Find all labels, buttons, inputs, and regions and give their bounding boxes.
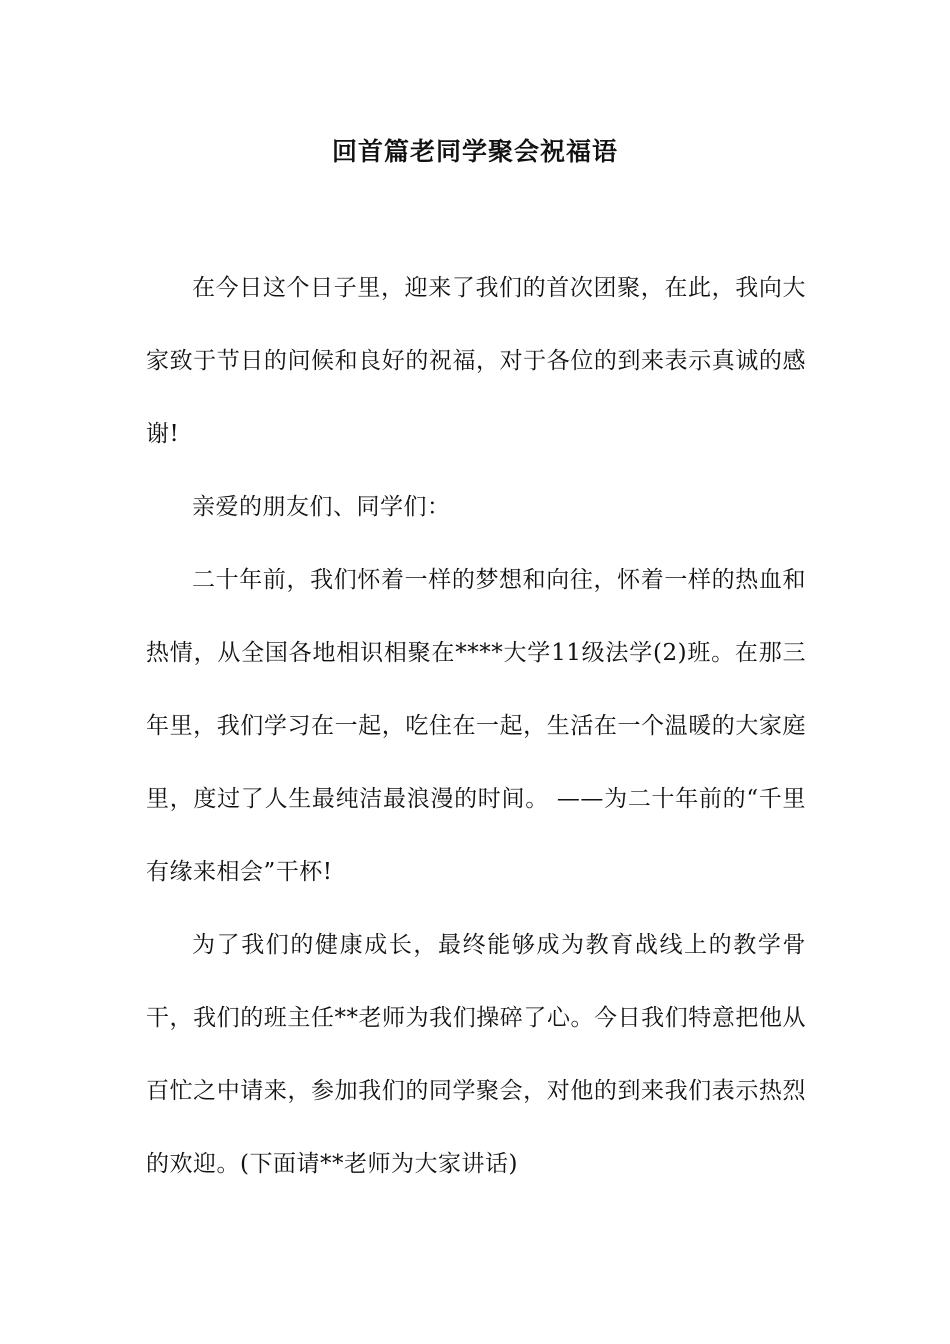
document-body [146, 252, 806, 1201]
paragraph-teacher: 为了我们的健康成长，最终能够成为教育战线上的教学骨干，我们的班主任**老师为我们操碎了心。今日我们特意把他从百忙之中请来，参加我们的同学聚会，对他的到来我们表示热烈的欢迎。(下面请**老师为大家讲话) [146, 932, 806, 1177]
paragraph-greeting: 在今日这个日子里，迎来了我们的首次团聚，在此，我向大家致于节日的问候和良好的祝福，对于各位的到来表示真诚的感谢! [146, 275, 806, 447]
paragraph-memories: 二十年前，我们怀着一样的梦想和向往，怀着一样的热血和热情，从全国各地相识相聚在****大学11级法学(2)班。在那三年里，我们学习在一起，吃住在一起，生活在一个温暖的大家庭里，度过了人生最纯洁最浪漫的时间。 ——为二十年前的“千里有缘来相会”干杯! [146, 567, 806, 885]
document-title: 回首篇老同学聚会祝福语 [331, 137, 618, 166]
paragraph-salutation: 亲爱的朋友们、同学们： [192, 494, 451, 520]
